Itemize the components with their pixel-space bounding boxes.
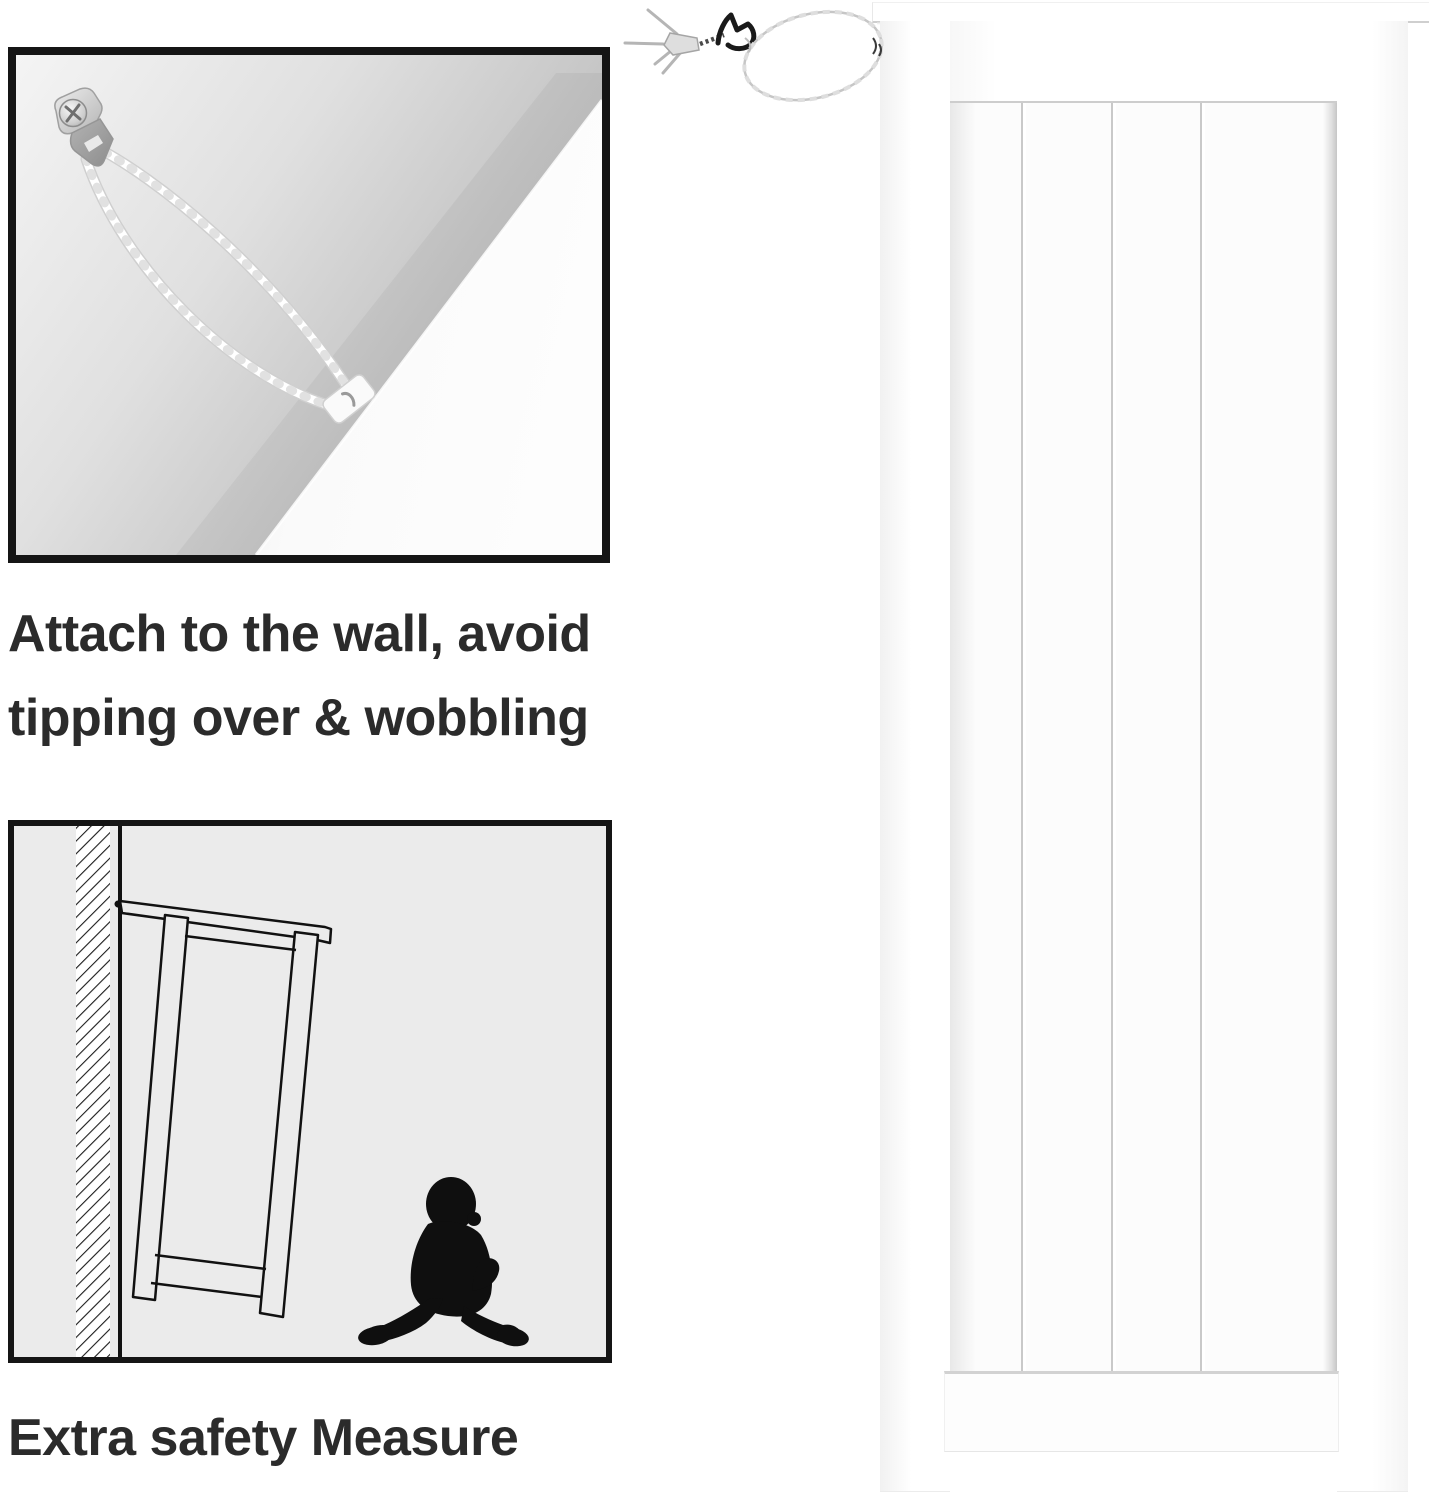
caption-attach-line2: tipping over & wobbling <box>8 689 589 747</box>
cabinet-left-stile <box>880 21 950 1492</box>
wall-strap-photo-frame <box>8 47 610 563</box>
panel-right-shadow <box>1323 103 1337 1371</box>
caption-extra-safety <box>8 1408 518 1468</box>
panel-groove <box>1111 103 1116 1371</box>
wall-anchor-icon <box>625 10 699 73</box>
caption-extra-safety-text: Extra safety Measure <box>8 1409 519 1467</box>
caption-attach-to-wall <box>8 592 591 760</box>
panel-groove <box>1200 103 1205 1371</box>
panel-left-shadow <box>950 103 976 1371</box>
anti-tip-kit-illustration <box>615 0 905 115</box>
tilted-furniture-wall-diagram <box>14 826 606 1357</box>
rope-loop-icon <box>735 0 891 114</box>
panel-groove <box>1021 103 1026 1371</box>
cabinet-right-stile <box>1337 21 1408 1492</box>
safety-diagram-frame <box>8 820 612 1363</box>
cabinet-top-rail <box>950 21 1337 103</box>
cabinet-beadboard-panel <box>950 103 1337 1371</box>
cabinet-bottom-rail <box>944 1371 1339 1452</box>
hatched-wall <box>76 826 110 1357</box>
cabinet-top-slab <box>872 2 1429 23</box>
wall-strap-photo <box>16 55 602 555</box>
caption-attach-line1: Attach to the wall, avoid <box>8 605 591 663</box>
l-bracket-icon <box>718 15 754 49</box>
